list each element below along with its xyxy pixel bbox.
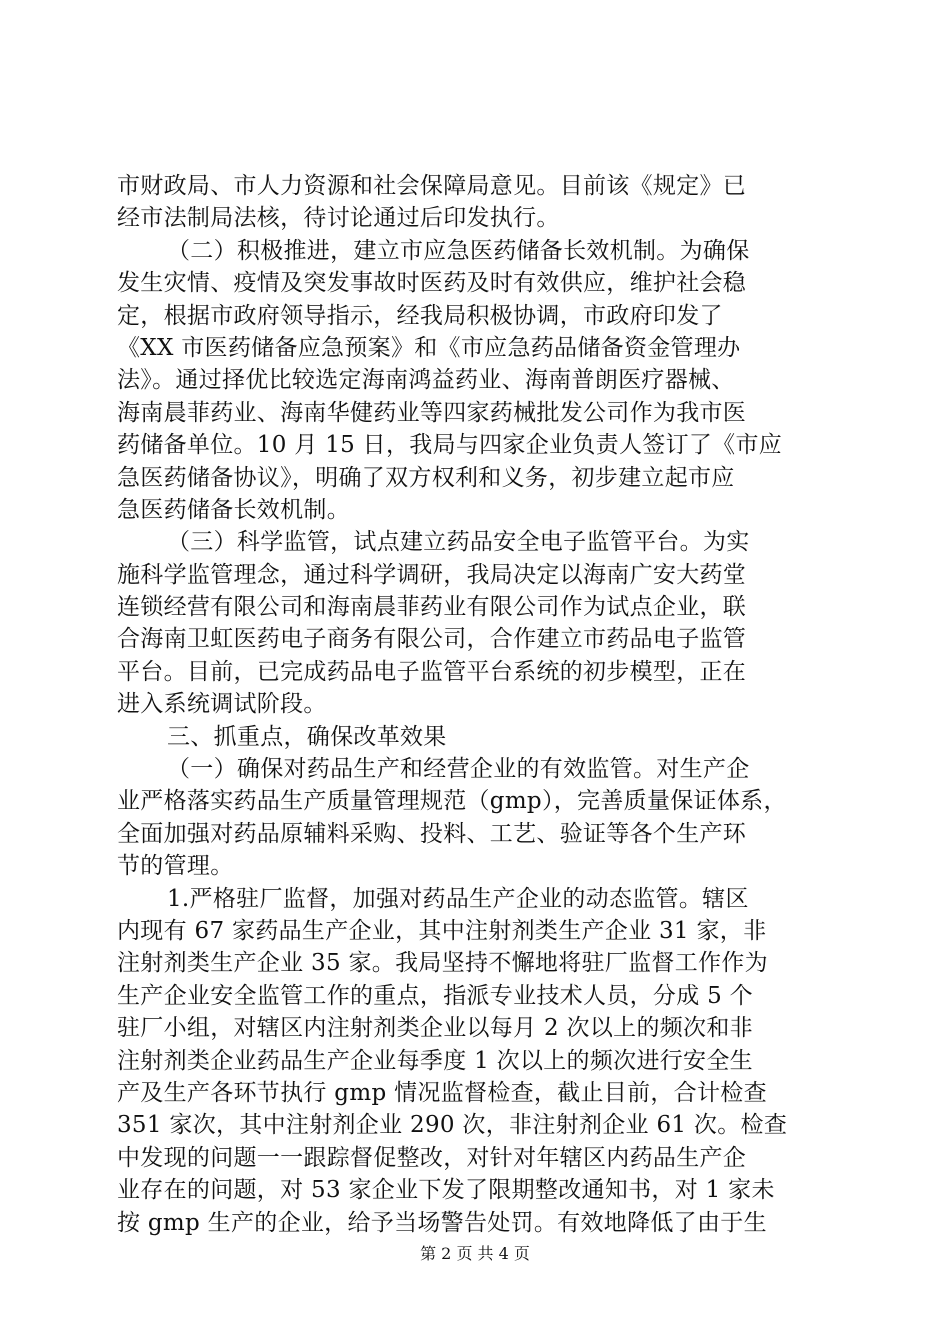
text-line: 施科学监管理念，通过科学调研，我局决定以海南广安大药堂 (117, 561, 747, 588)
text-line: 中发现的问题一一跟踪督促整改，对针对年辖区内药品生产企 (117, 1144, 747, 1171)
text-line: 节的管理。 (117, 853, 234, 880)
text-line: 市财政局、市人力资源和社会保障局意见。目前该《规定》已 (117, 173, 747, 199)
text-line: 平台。目前，已完成药品电子监管平台系统的初步模型，正在 (117, 658, 747, 685)
section-heading: 三、抓重点，确保改革效果 (167, 723, 447, 750)
text-line: 急医药储备长效机制。 (117, 496, 350, 523)
text-line: 海南晨菲药业、海南华健药业等四家药械批发公司作为我市医 (117, 399, 747, 426)
text-line: 驻厂小组，对辖区内注射剂类企业以每月 2 次以上的频次和非 (117, 1015, 753, 1042)
text-line: （三）科学监管，试点建立药品安全电子监管平台。为实 (167, 529, 750, 556)
text-line: 急医药储备协议》，明确了双方权利和义务，初步建立起市应 (117, 464, 735, 491)
text-line: （二）积极推进，建立市应急医药储备长效机制。为确保 (167, 237, 750, 264)
text-line: 1.严格驻厂监督，加强对药品生产企业的动态监管。辖区 (167, 885, 749, 912)
text-line: 经市法制局法核，待讨论通过后印发执行。 (117, 205, 560, 232)
text-line: 发生灾情、疫情及突发事故时医药及时有效供应，维护社会稳 (117, 270, 747, 297)
text-line: 连锁经营有限公司和海南晨菲药业有限公司作为试点企业，联 (117, 594, 747, 621)
text-line: 生产企业安全监管工作的重点，指派专业技术人员，分成 5 个 (117, 982, 753, 1009)
text-line: 法》。通过择优比较选定海南鸿益药业、海南普朗医疗器械、 (117, 367, 735, 394)
text-line: 注射剂类生产企业 35 家。我局坚持不懈地将驻厂监督工作作为 (117, 950, 768, 977)
text-line: 内现有 67 家药品生产企业，其中注射剂类生产企业 31 家，非 (117, 917, 767, 944)
text-line: 产及生产各环节执行 gmp 情况监督检查，截止目前，合计检查 (117, 1079, 767, 1106)
text-line: 按 gmp 生产的企业，给予当场警告处罚。有效地降低了由于生 (117, 1209, 767, 1236)
text-line: （一）确保对药品生产和经营企业的有效监管。对生产企 (167, 756, 750, 783)
text-line: 药储备单位。10 月 15 日，我局与四家企业负责人签订了《市应 (117, 432, 783, 459)
text-line: 合海南卫虹医药电子商务有限公司，合作建立市药品电子监管 (117, 626, 747, 653)
text-line: 《XX 市医药储备应急预案》和《市应急药品储备资金管理办 (117, 334, 741, 361)
body-text (117, 170, 833, 1239)
text-line: 全面加强对药品原辅料采购、投料、工艺、验证等各个生产环 (117, 820, 747, 847)
text-line: 业存在的问题，对 53 家企业下发了限期整改通知书，对 1 家未 (117, 1177, 775, 1204)
text-line: 定，根据市政府领导指示，经我局积极协调，市政府印发了 (117, 302, 723, 329)
text-line: 业严格落实药品生产质量管理规范（gmp），完善质量保证体系， (117, 788, 787, 815)
text-line: 351 家次，其中注射剂企业 290 次，非注射剂企业 61 次。检查 (117, 1112, 788, 1139)
text-line: 进入系统调试阶段。 (117, 691, 327, 718)
text-line: 注射剂类企业药品生产企业每季度 1 次以上的频次进行安全生 (117, 1047, 753, 1074)
page-footer: 第 2 页 共 4 页 (420, 1244, 530, 1263)
